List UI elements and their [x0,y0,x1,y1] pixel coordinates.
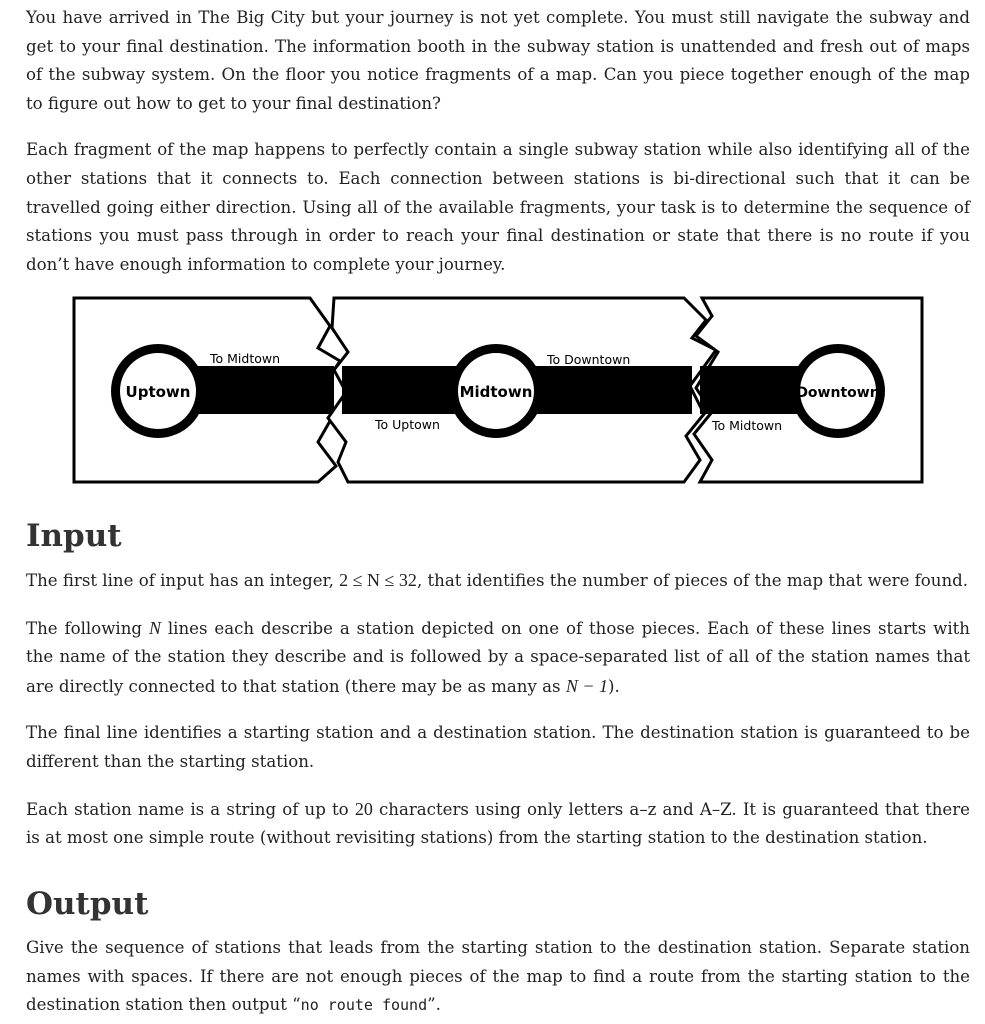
input-section [26,516,970,853]
station-midtown-label: Midtown [459,383,533,401]
intro-section [26,4,970,279]
output-paragraph-1: Give the sequence of stations that leads from the starting station to the destination station. Separate station names with spaces. If there are not enough pieces of the map to find a route from the starting station to the destination station then output “no route found”. [26,938,970,1015]
station-downtown-label: Downtown [796,385,880,401]
no-route-code: no route found [300,996,428,1015]
output-heading: Output [26,886,149,922]
label-to-uptown: To Uptown [375,417,440,432]
subway-map-figure [72,296,924,486]
input-paragraph-2: The following N lines each describe a station depicted on one of those pieces. Each of these lines starts with the name of the station they describe and is followed by a space-separated list of all of the station names that are directly connected to that station (there may be as many as N − 1). [26,617,970,696]
label-to-midtown-2: To Midtown [712,418,783,433]
input-paragraph-4: Each station name is a string of up to 20 characters using only letters a–z and A–Z. It is guaranteed that there is at most one simple route (without revisiting stations) from the starting station to the destination station. [26,798,970,848]
label-to-midtown-1: To Midtown [210,351,281,366]
n-minus-one: N − 1 [565,675,608,696]
input-paragraph-3: The final line identifies a starting station and a destination station. The destination station is guaranteed to be different than the starting station. [26,723,970,771]
input-heading: Input [26,518,122,554]
intro-paragraph-1: You have arrived in The Big City but your journey is not yet complete. You must still navigate the subway and get to your final destination. The information booth in the subway station is unattended and fresh out of maps of the subway system. On the floor you notice fragments of a map. Can you piece together enough of the map to figure out how to get to your final destination? [26,8,970,113]
output-section [26,884,970,1020]
subway-map-fragments [72,296,924,486]
station-uptown-label: Uptown [125,383,191,401]
name-length: 20 [354,798,373,819]
intro-paragraph-2: Each fragment of the map happens to perfectly contain a single subway station while also identifying all of the other stations that it connects to. Each connection between stations is bi-directional such that it can be travelled going either direction. Using all of the available fragments, your task is to determine the sequence of stations you must pass through in order to reach your final destination or state that there is no route if you don’t have enough information to complete your journey. [26,140,970,274]
n-range: 2 ≤ N ≤ 32 [339,570,417,590]
input-paragraph-1: The first line of input has an integer, 2 ≤ N ≤ 32, that identifies the number of pieces of the map that were found. [26,570,969,590]
n-variable: N [148,617,161,638]
label-to-downtown: To Downtown [547,352,631,367]
